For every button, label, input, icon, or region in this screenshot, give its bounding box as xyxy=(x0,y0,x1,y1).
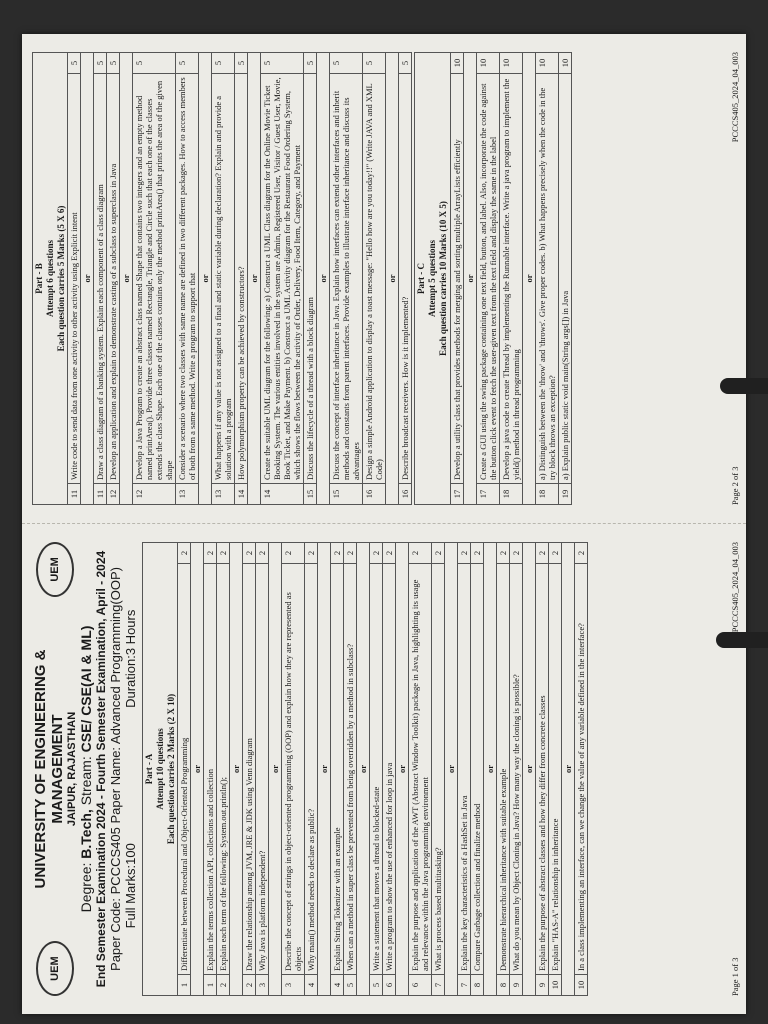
part-a-header-row xyxy=(143,543,178,996)
question-marks: 2 xyxy=(282,543,305,564)
university-location: JAIPUR, RAJASTHAN xyxy=(66,711,78,827)
page-2-code: PCCCS405_2024_04_003 xyxy=(730,52,740,143)
rotated-sheet xyxy=(22,34,746,1014)
question-marks: 2 xyxy=(305,543,318,564)
uem-logo-right: UEM xyxy=(36,542,74,597)
question-number: 7 xyxy=(458,975,471,996)
page-1 xyxy=(22,524,746,1014)
question-marks: 2 xyxy=(510,543,523,564)
question-row xyxy=(558,53,571,505)
or-row xyxy=(445,543,458,996)
question-number: 13 xyxy=(212,484,235,505)
part-a-attempt: Attempt 10 questions xyxy=(154,728,165,810)
question-marks: 5 xyxy=(399,53,412,74)
question-number: 18 xyxy=(535,484,558,505)
exam-paper xyxy=(22,34,746,1014)
question-row xyxy=(305,543,318,996)
question-number: 14 xyxy=(235,484,248,505)
question-number: 11 xyxy=(94,484,107,505)
page-1-number: Page 1 of 3 xyxy=(730,957,740,996)
question-text: a) Distinguish between the 'throw' and 'throws'. Give proper codes. b) What happens precisely when the code in the try block throws an exception? xyxy=(535,74,558,484)
or-label: or xyxy=(522,53,535,505)
binder-hole-top xyxy=(720,378,768,394)
part-c-each: Each question carries 10 Marks (10 X 5) xyxy=(437,201,448,356)
or-label: or xyxy=(120,53,133,505)
question-marks: 2 xyxy=(217,543,230,564)
or-row xyxy=(199,53,212,505)
part-b-table xyxy=(32,52,412,505)
question-text: What is process based multitasking? xyxy=(432,564,445,975)
question-row xyxy=(510,543,523,996)
question-number: 10 xyxy=(549,975,562,996)
exam-line: End Semester Examination 2024 - Fourth Semester Examination, April - 2024 xyxy=(94,550,108,988)
question-text: Write a program to show the use of enhanced for loop in java xyxy=(383,564,396,975)
page-2-number: Page 2 of 3 xyxy=(730,466,740,505)
or-row xyxy=(562,543,575,996)
question-number: 10 xyxy=(575,975,588,996)
question-marks: 5 xyxy=(212,53,235,74)
or-row xyxy=(484,543,497,996)
question-marks: 2 xyxy=(370,543,383,564)
question-text: Compare Garbage collection and finalize method xyxy=(471,564,484,975)
question-marks: 2 xyxy=(575,543,588,564)
question-row xyxy=(458,543,471,996)
part-b-header-row xyxy=(33,53,68,505)
question-text: Explain the key characteristics of a HashSet in Java xyxy=(458,564,471,975)
or-label: or xyxy=(463,53,476,505)
degree-label: Degree: xyxy=(78,858,94,913)
question-marks: 2 xyxy=(243,543,256,564)
question-row xyxy=(535,53,558,505)
question-number: 5 xyxy=(344,975,357,996)
or-row xyxy=(248,53,261,505)
page-2 xyxy=(22,34,746,524)
or-label: or xyxy=(386,53,399,505)
question-marks: 10 xyxy=(499,53,522,74)
question-text: Develop a Java Program to create an abstract class named Shape that contains two integers and an empty method named printArea(). Provide three classes named Rectangle, Triangle and Circle such that each one of the classes extends the class Shape. Each one of the classes contains only the method printArea() that prints the area of the given shape xyxy=(133,74,176,484)
question-row xyxy=(204,543,217,996)
question-number: 17 xyxy=(476,484,499,505)
or-label: or xyxy=(317,53,330,505)
or-label: or xyxy=(248,53,261,505)
or-label: or xyxy=(562,543,575,996)
question-number: 6 xyxy=(409,975,432,996)
question-marks: 2 xyxy=(536,543,549,564)
question-row xyxy=(94,53,107,505)
question-row xyxy=(476,53,499,505)
question-text: Develop a utility class that provides methods for merging and sorting multiple ArrayLists efficiently xyxy=(450,74,463,484)
paper-line: Paper Code: PCCCS405 Paper Name: Advanced Programming(OOP) xyxy=(108,567,123,971)
question-row xyxy=(471,543,484,996)
or-label: or xyxy=(191,543,204,996)
question-text: What do you mean by Object Cloning in Java? How many way the cloning is possible? xyxy=(510,564,523,975)
question-text: Demonstrate hierarchical inheritance with suitable example xyxy=(497,564,510,975)
question-number: 15 xyxy=(330,484,363,505)
question-row xyxy=(282,543,305,996)
question-number: 4 xyxy=(305,975,318,996)
duration: Duration:3 Hours xyxy=(123,609,138,708)
question-row xyxy=(178,543,191,996)
part-a-each: Each question carries 2 Marks (2 X 10) xyxy=(165,693,176,845)
or-row xyxy=(230,543,243,996)
question-marks: 2 xyxy=(458,543,471,564)
question-text: In a class implementing an interface, can we change the value of any variable defined in the interface? xyxy=(575,564,588,975)
question-marks: 2 xyxy=(409,543,432,564)
question-row xyxy=(243,543,256,996)
or-label: or xyxy=(318,543,331,996)
or-row xyxy=(317,53,330,505)
question-marks: 5 xyxy=(94,53,107,74)
question-number: 1 xyxy=(204,975,217,996)
part-c-title: Part - C xyxy=(416,263,427,294)
question-row xyxy=(344,543,357,996)
question-marks: 5 xyxy=(235,53,248,74)
or-label: or xyxy=(199,53,212,505)
question-text: Explain the purpose and application of the AWT (Abstract Window Toolkit) package in Java, highlighting its usage and relevance within the Java programming environment xyxy=(409,564,432,975)
question-text: Why Java is platform independent? xyxy=(256,564,269,975)
question-row xyxy=(261,53,304,505)
or-row xyxy=(522,53,535,505)
question-number: 13 xyxy=(176,484,199,505)
full-marks: Full Marks:100 xyxy=(123,843,138,929)
or-label: or xyxy=(357,543,370,996)
question-marks: 2 xyxy=(204,543,217,564)
question-text: Explain the terms collection API, collections and collection xyxy=(204,564,217,975)
question-marks: 2 xyxy=(432,543,445,564)
question-text: Discuss the concept of interface inheritance in Java. Explain how interfaces can extend other interfaces and inherit methods and constants from parent interfaces. Provide examples to illustrate interface inheritance and discuss its advantages xyxy=(330,74,363,484)
question-row xyxy=(256,543,269,996)
question-text: Differentiate between Procedural and Object-Oriented Programming xyxy=(178,564,191,975)
question-number: 12 xyxy=(133,484,176,505)
question-number: 2 xyxy=(217,975,230,996)
question-row xyxy=(235,53,248,505)
question-marks: 5 xyxy=(363,53,386,74)
or-row xyxy=(269,543,282,996)
question-text: Describe broadcast receivers. How is it implemented? xyxy=(399,74,412,484)
question-marks: 10 xyxy=(450,53,463,74)
question-row xyxy=(499,53,522,505)
question-number: 6 xyxy=(383,975,396,996)
question-marks: 2 xyxy=(256,543,269,564)
question-text: a) Explain public static void main(String args[]) in Java xyxy=(558,74,571,484)
part-b-attempt: Attempt 6 questions xyxy=(44,240,55,318)
header-logos xyxy=(32,542,78,996)
or-row xyxy=(120,53,133,505)
question-number: 3 xyxy=(282,975,305,996)
question-number: 3 xyxy=(256,975,269,996)
question-text: Create a GUI using the swing package containing one text field, button, and label. Also, incorporate the code against the button click event to fetch the user-given text from the text field and display the same in the label xyxy=(476,74,499,484)
question-marks: 2 xyxy=(549,543,562,564)
question-marks: 5 xyxy=(68,53,81,74)
question-row xyxy=(432,543,445,996)
question-text: Explain "HAS-A" relationship in inheritance xyxy=(549,564,562,975)
question-row xyxy=(176,53,199,505)
question-number: 4 xyxy=(331,975,344,996)
question-marks: 10 xyxy=(535,53,558,74)
degree-value: B.Tech, xyxy=(78,809,94,859)
or-label: or xyxy=(81,53,94,505)
question-marks: 2 xyxy=(178,543,191,564)
question-row xyxy=(383,543,396,996)
question-number: 5 xyxy=(370,975,383,996)
question-row xyxy=(331,543,344,996)
page-2-footer xyxy=(730,52,740,505)
question-row xyxy=(217,543,230,996)
or-label: or xyxy=(445,543,458,996)
question-row xyxy=(497,543,510,996)
part-b-title: Part - B xyxy=(34,263,44,294)
question-marks: 5 xyxy=(176,53,199,74)
question-marks: 5 xyxy=(330,53,363,74)
university-name: UNIVERSITY OF ENGINEERING & MANAGEMENT xyxy=(32,649,66,889)
question-text: Develop an application and explain to demonstrate casting of a subclass to superclass in Java xyxy=(107,74,120,484)
degree-line xyxy=(78,542,94,996)
question-row xyxy=(549,543,562,996)
question-text: Explain the purpose of abstract classes and how they differ from concrete classes xyxy=(536,564,549,975)
part-c-header-row xyxy=(415,53,450,505)
question-number: 14 xyxy=(261,484,304,505)
or-row xyxy=(523,543,536,996)
question-text: Why main() method needs to declare as public? xyxy=(305,564,318,975)
stream-value: CSE/ CSE(AI & ML) xyxy=(78,625,94,753)
question-text: What happens if any value is not assigned to a final and static variable during declaration? Explain and provide a solution with a program xyxy=(212,74,235,484)
question-row xyxy=(68,53,81,505)
question-marks: 5 xyxy=(304,53,317,74)
question-number: 8 xyxy=(471,975,484,996)
question-text: Explain String Tokenizer with an example xyxy=(331,564,344,975)
question-number: 19 xyxy=(558,484,571,505)
exam-header xyxy=(32,542,138,996)
question-row xyxy=(133,53,176,505)
question-number: 11 xyxy=(68,484,81,505)
or-row xyxy=(81,53,94,505)
or-label: or xyxy=(484,543,497,996)
question-text: Draw a class diagram of a banking system. Explain each component of a class diagram xyxy=(94,74,107,484)
part-a-table xyxy=(142,542,588,996)
question-row xyxy=(304,53,317,505)
part-c-attempt: Attempt 5 questions xyxy=(427,240,438,318)
question-number: 16 xyxy=(363,484,386,505)
question-marks: 2 xyxy=(383,543,396,564)
page-1-footer xyxy=(730,542,740,996)
question-text: How polymorphism property can be achieved by constructors? xyxy=(235,74,248,484)
question-text: Write code to send data from one activity to other activity using Explicit intent xyxy=(68,74,81,484)
question-row xyxy=(409,543,432,996)
question-marks: 10 xyxy=(476,53,499,74)
question-text: Consider a scenario where two classes with same name are defined in two different packages. How to access members of both from a same method. Write a program to support that xyxy=(176,74,199,484)
question-row xyxy=(575,543,588,996)
question-number: 15 xyxy=(304,484,317,505)
binder-hole-bottom xyxy=(716,632,768,648)
question-marks: 5 xyxy=(107,53,120,74)
question-text: Discuss the lifecycle of a thread with a block diagram xyxy=(304,74,317,484)
question-marks: 10 xyxy=(558,53,571,74)
or-row xyxy=(318,543,331,996)
question-number: 9 xyxy=(510,975,523,996)
question-row xyxy=(212,53,235,505)
page-1-code: PCCCS405_2024_04_003 xyxy=(730,542,740,633)
stream-label: Stream: xyxy=(78,752,94,810)
question-marks: 5 xyxy=(133,53,176,74)
question-number: 8 xyxy=(497,975,510,996)
question-row xyxy=(330,53,363,505)
question-row xyxy=(107,53,120,505)
question-number: 1 xyxy=(178,975,191,996)
marks-duration-row xyxy=(123,542,138,996)
or-row xyxy=(357,543,370,996)
question-marks: 2 xyxy=(344,543,357,564)
question-number: 17 xyxy=(450,484,463,505)
or-row xyxy=(396,543,409,996)
question-marks: 2 xyxy=(471,543,484,564)
question-marks: 5 xyxy=(261,53,304,74)
question-row xyxy=(363,53,386,505)
question-row xyxy=(536,543,549,996)
or-label: or xyxy=(230,543,243,996)
question-text: Explain each term of the following: System.out.println(); xyxy=(217,564,230,975)
question-number: 9 xyxy=(536,975,549,996)
question-text: Draw the relationship among JVM, JRE & JDK using Venn diagram xyxy=(243,564,256,975)
question-number: 7 xyxy=(432,975,445,996)
question-text: Describe the concept of strings in object-oriented programming (OOP) and explain how they are represented as objects xyxy=(282,564,305,975)
question-row xyxy=(450,53,463,505)
or-row xyxy=(386,53,399,505)
part-c-table xyxy=(414,52,571,505)
or-label: or xyxy=(523,543,536,996)
question-number: 2 xyxy=(243,975,256,996)
or-label: or xyxy=(396,543,409,996)
part-a-title: Part - A xyxy=(144,753,154,785)
question-text: Develop a java code to create Thread by implementing the Runnable interface. Write a java program to implement the yield() method in thread programming xyxy=(499,74,522,484)
or-row xyxy=(191,543,204,996)
or-label: or xyxy=(269,543,282,996)
question-number: 12 xyxy=(107,484,120,505)
question-text: Design a simple Android application to display a toast message: "Hello how are you today!!" (Write JAVA and XML Code) xyxy=(363,74,386,484)
or-row xyxy=(463,53,476,505)
question-marks: 2 xyxy=(497,543,510,564)
question-marks: 2 xyxy=(331,543,344,564)
question-text: Create the suitable UML diagram for the following: a) Construct a UML Class diagram for the Online Movie Ticket Booking System. The various entities involved in the system are Admin, Registered User, Visitor / Guest User, Movie, Book Ticket, and Make Payment. b) Construct a UML Activity diagram for the Restaurant Food Ordering System, which shows the flows between the activity of Order, Delivery, Food Item, Category, and Payment xyxy=(261,74,304,484)
part-b-each: Each question carries 5 Marks (5 X 6) xyxy=(55,205,66,352)
question-row xyxy=(370,543,383,996)
uem-logo-left: UEM xyxy=(36,941,74,996)
question-number: 16 xyxy=(399,484,412,505)
question-row xyxy=(399,53,412,505)
question-text: Write a statement that moves a thread to blocked-state xyxy=(370,564,383,975)
question-number: 18 xyxy=(499,484,522,505)
question-text: When can a method in super class be prevented from being overridden by a method in subclass? xyxy=(344,564,357,975)
